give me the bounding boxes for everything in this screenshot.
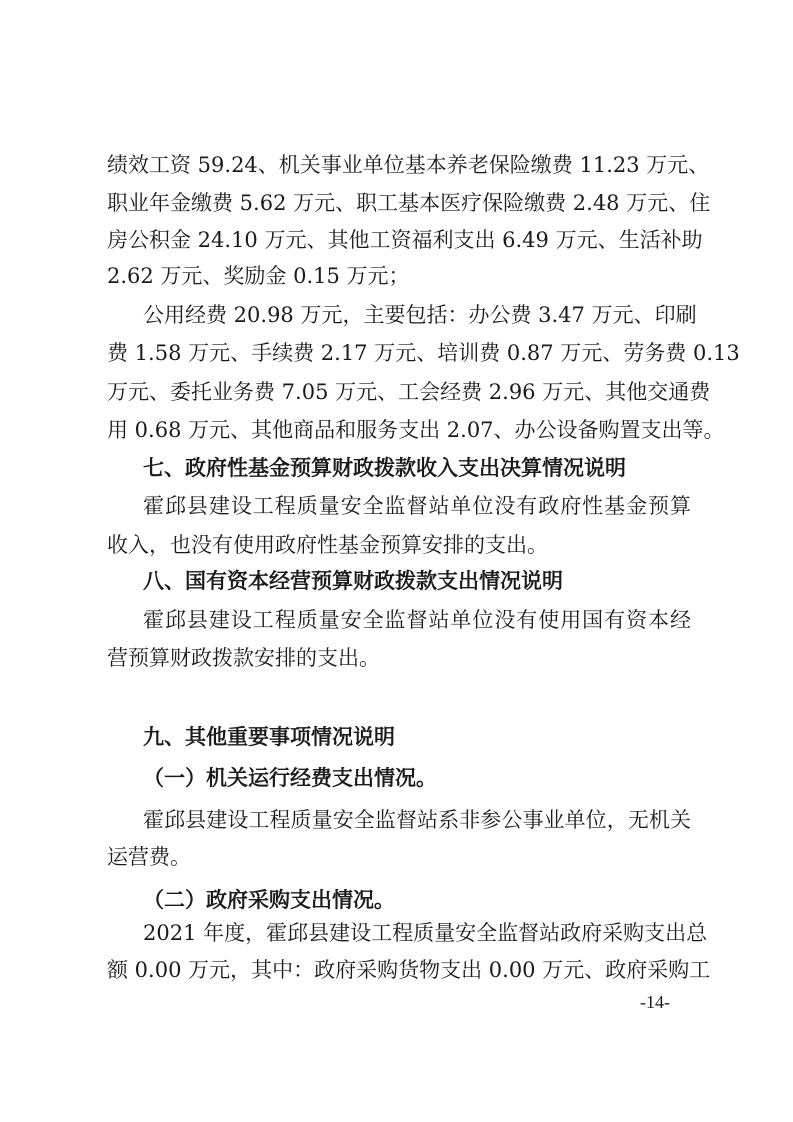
body-line: 费 1.58 万元、手续费 2.17 万元、培训费 0.87 万元、劳务费 0.13 [107,341,740,365]
section-heading-9: 九、其他重要事项情况说明 [143,725,395,749]
body-line: 万元、委托业务费 7.05 万元、工会经费 2.96 万元、其他交通费 [107,380,711,404]
body-line: 霍邱县建设工程质量安全监督站单位没有使用国有资本经 [143,608,691,632]
body-line: 霍邱县建设工程质量安全监督站单位没有政府性基金预算 [143,494,691,518]
body-line: 2.62 万元、奖励金 0.15 万元； [107,264,410,288]
subsection-heading-2: （二）政府采购支出情况。 [143,888,395,912]
body-line: 额 0.00 万元，其中：政府采购货物支出 0.00 万元、政府采购工 [107,958,711,982]
body-line: 营预算财政拨款安排的支出。 [107,646,380,670]
body-line: 职业年金缴费 5.62 万元、职工基本医疗保险缴费 2.48 万元、住 [107,191,711,215]
body-line: 公用经费 20.98 万元，主要包括：办公费 3.47 万元、印刷 [143,303,697,327]
body-line: 用 0.68 万元、其他商品和服务支出 2.07、办公设备购置支出等。 [107,418,725,442]
section-heading-7: 七、政府性基金预算财政拨款收入支出决算情况说明 [143,456,626,480]
body-line: 收入，也没有使用政府性基金预算安排的支出。 [107,533,548,557]
body-line: 2021 年度，霍邱县建设工程质量安全监督站政府采购支出总 [143,921,708,945]
body-line: 霍邱县建设工程质量安全监督站系非参公事业单位，无机关 [143,808,691,832]
subsection-heading-1: （一）机关运行经费支出情况。 [143,766,437,790]
page-number: -14- [640,992,670,1012]
body-line: 绩效工资 59.24、机关事业单位基本养老保险缴费 11.23 万元、 [107,153,710,177]
section-heading-8: 八、国有资本经营预算财政拨款支出情况说明 [143,569,563,593]
body-line: 房公积金 24.10 万元、其他工资福利支出 6.49 万元、生活补助 [107,228,703,252]
body-line: 运营费。 [107,845,191,869]
